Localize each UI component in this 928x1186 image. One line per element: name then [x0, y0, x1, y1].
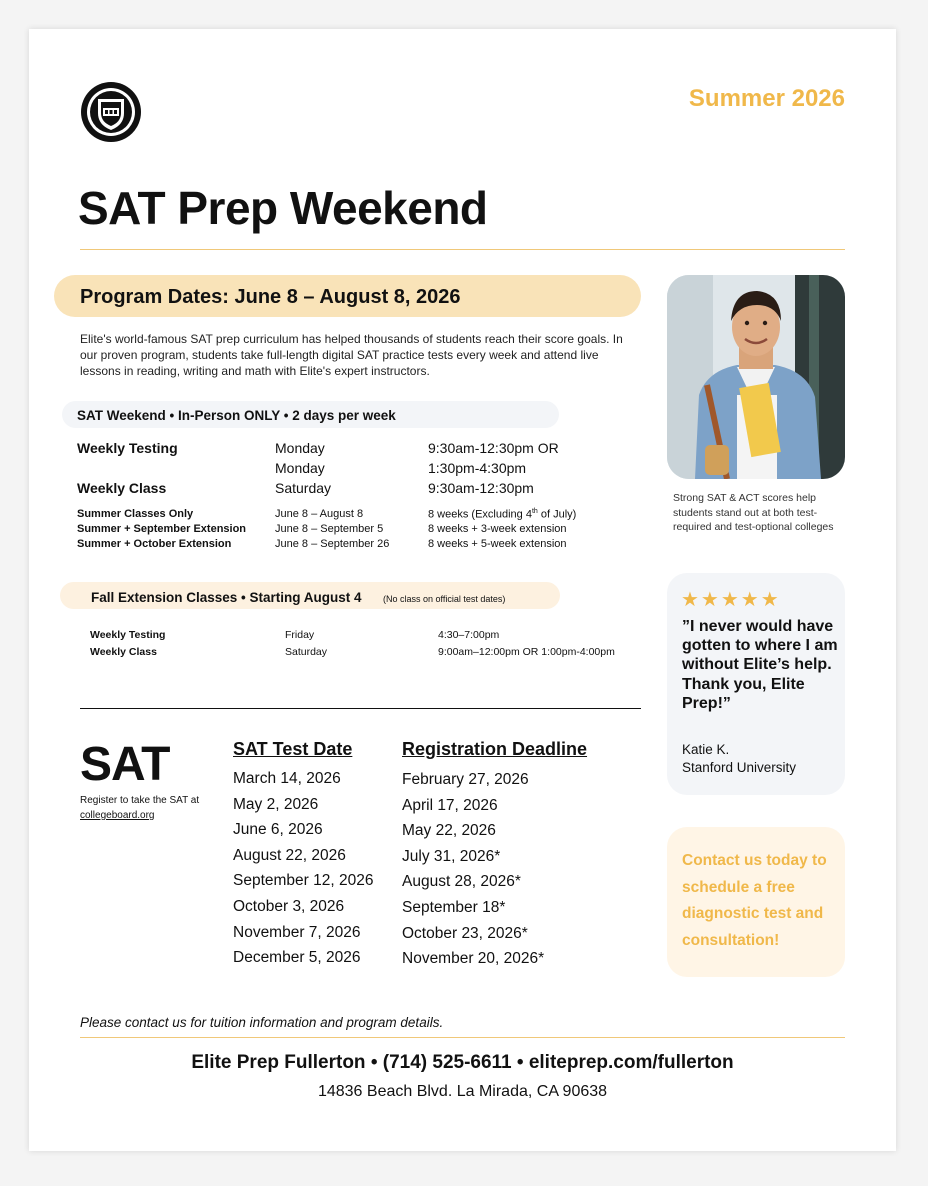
option-label: Summer Classes Only — [77, 508, 194, 520]
test-date-list — [233, 770, 373, 975]
fall-label: Weekly Class — [90, 646, 157, 658]
test-date-item: November 7, 2026 — [233, 923, 361, 941]
fall-time: 9:00am–12:00pm OR 1:00pm-4:00pm — [438, 646, 615, 658]
option-range: June 8 – September 26 — [275, 538, 390, 550]
program-dates-heading: Program Dates: June 8 – August 8, 2026 — [80, 286, 461, 308]
shield-crest-icon — [79, 80, 143, 144]
test-date-item: May 2, 2026 — [233, 795, 319, 813]
fall-section-heading: Fall Extension Classes • Starting August 4 — [91, 590, 362, 605]
photo-caption: Strong SAT & ACT scores help students stand out at both test-required and test-optional colleges — [673, 492, 834, 533]
author-name: Katie K. — [682, 742, 730, 757]
schedule-time: 9:30am-12:30pm OR — [428, 440, 559, 456]
page-title: SAT Prep Weekend — [78, 182, 488, 234]
option-range: June 8 – September 5 — [275, 523, 384, 535]
test-date-item: October 3, 2026 — [233, 897, 345, 915]
student-photo — [667, 275, 845, 479]
schedule-day: Saturday — [275, 480, 332, 496]
rating-stars-icon: ★★★★★ — [681, 589, 781, 611]
schedule-label: Weekly Testing — [77, 440, 178, 456]
option-range: June 8 – August 8 — [275, 508, 364, 520]
schedule-day: Monday — [275, 440, 325, 456]
fall-day: Saturday — [285, 646, 328, 658]
register-note — [80, 793, 199, 823]
deadline-item: August 28, 2026* — [402, 873, 521, 891]
option-label: Summer + September Extension — [77, 523, 247, 535]
option-label: Summer + October Extension — [77, 538, 232, 550]
option-duration: 8 weeks + 3-week extension — [428, 523, 567, 535]
season-label: Summer 2026 — [688, 85, 845, 112]
fall-section-note: (No class on official test dates) — [383, 594, 506, 604]
testimonial-author — [682, 741, 796, 776]
option-duration: 8 weeks (Excluding 4th of July) — [428, 508, 577, 521]
deadline-list — [402, 771, 544, 976]
schedule-time: 9:30am-12:30pm — [428, 480, 534, 496]
test-date-item: December 5, 2026 — [233, 949, 361, 967]
fall-label: Weekly Testing — [90, 629, 166, 641]
footer-address: 14836 Beach Blvd. La Mirada, CA 90638 — [317, 1083, 608, 1100]
flyer-page — [29, 29, 896, 1151]
fall-time: 4:30–7:00pm — [438, 629, 500, 641]
deadline-item: October 23, 2026* — [402, 924, 528, 942]
collegeboard-link[interactable]: collegeboard.org — [80, 810, 155, 821]
deadline-heading: Registration Deadline — [402, 739, 588, 759]
footer-divider — [80, 1037, 845, 1038]
option-duration: 8 weeks + 5-week extension — [428, 538, 567, 550]
title-divider — [80, 249, 845, 250]
test-date-item: March 14, 2026 — [233, 770, 341, 787]
schedule-day: Monday — [275, 460, 325, 476]
schedule-time: 1:30pm-4:30pm — [428, 460, 527, 476]
program-intro: Elite's world-famous SAT prep curriculum has helped thousands of students reach their score goals. In our proven program, students take full-length digital SAT practice tests every week and attend live lessons in reading, writing and math with Elite's expert instructors. — [80, 332, 623, 378]
deadline-item: February 27, 2026 — [402, 771, 529, 788]
footer-contact-line: Elite Prep Fullerton • (714) 525-6611 • eliteprep.com/fullerton — [191, 1052, 734, 1073]
deadline-item: November 20, 2026* — [402, 950, 545, 968]
contact-cta-text: Contact us today to schedule a free diagnostic test and consultation! — [682, 852, 827, 949]
fall-day: Friday — [285, 629, 315, 641]
sat-label: SAT — [80, 738, 170, 791]
deadline-item: May 22, 2026 — [402, 822, 496, 840]
deadline-item: July 31, 2026* — [402, 847, 501, 865]
register-note-text: Register to take the SAT at — [80, 795, 200, 806]
testimonial-quote: ”I never would have gotten to where I am without Elite’s help. Thank you, Elite Prep!” — [682, 618, 838, 712]
author-school: Stanford University — [682, 759, 797, 775]
schedule-label: Weekly Class — [77, 480, 167, 496]
test-date-item: June 6, 2026 — [233, 821, 323, 839]
test-date-item: September 12, 2026 — [233, 872, 374, 890]
section-divider — [80, 708, 641, 709]
deadline-item: April 17, 2026 — [402, 796, 498, 814]
test-date-item: August 22, 2026 — [233, 846, 346, 864]
weekend-section-heading: SAT Weekend • In-Person ONLY • 2 days per week — [77, 408, 396, 423]
tuition-note: Please contact us for tuition information and program details. — [80, 1015, 444, 1030]
deadline-item: September 18* — [402, 898, 506, 916]
test-date-heading: SAT Test Date — [233, 739, 353, 759]
